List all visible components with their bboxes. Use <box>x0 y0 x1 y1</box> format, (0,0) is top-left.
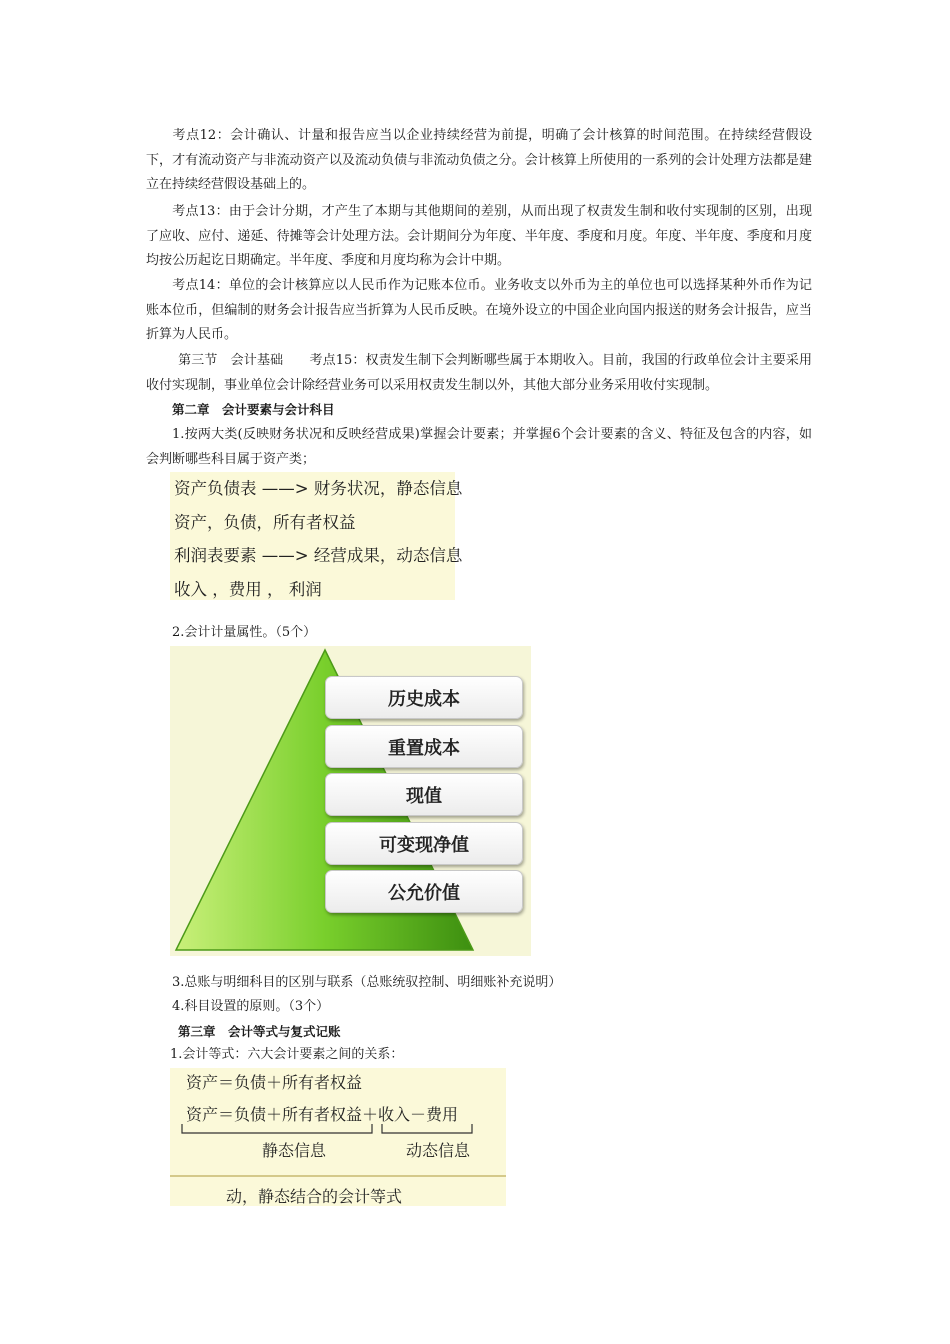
financial-statement-figure <box>170 472 463 600</box>
pyramid-label-present-value: 现值 <box>325 773 523 816</box>
pyramid-label-historical-cost: 历史成本 <box>325 676 523 719</box>
figure1-row1: 资产负债表 ——> 财务状况，静态信息 <box>174 479 463 498</box>
dynamic-info-label: 动态信息 <box>406 1141 471 1160</box>
chapter3-item1: 1.会计等式：六大会计要素之间的关系： <box>170 1047 404 1062</box>
figure1-row4: 收入 ，费用 ， 利润 <box>174 580 322 599</box>
paragraph-kaodian-12: 考点12：会计确认、计量和报告应当以企业持续经营为前提，明确了会计核算的时间范围。在持续经营假设下，才有流动资产与非流动资产以及流动负债与非流动负债之分。会计核算上所使用的一系列的会计处理方法都是建立在持续经营假设基础上的。 <box>146 128 812 192</box>
chapter2-item3: 3.总账与明细科目的区别与联系（总账统驭控制、明细账补充说明） <box>172 975 562 990</box>
paragraph-kaodian-15: 第三节 会计基础 考点15：权责发生制下会判断哪些属于本期收入。目前，我国的行政单位会计主要采用收付实现制，事业单位会计除经营业务可以采用权责发生制以外，其他大部分业务采用收付实现制。 <box>146 353 812 393</box>
figure1-row3: 利润表要素 ——> 经营成果，动态信息 <box>174 546 463 565</box>
pyramid-label-net-realizable-value: 可变现净值 <box>325 822 523 865</box>
pyramid-label-replacement-cost: 重置成本 <box>325 725 523 768</box>
figure1-row2: 资产，负债，所有者权益 <box>174 513 356 532</box>
chapter2-item4: 4.科目设置的原则。（3个） <box>172 999 330 1014</box>
pyramid-label-fair-value: 公允价值 <box>325 870 523 913</box>
equation-combined: 资产＝负债＋所有者权益＋收入－费用 <box>186 1105 459 1124</box>
measurement-attributes-pyramid <box>170 646 531 956</box>
chapter3-heading: 第三章 会计等式与复式记账 <box>178 1024 341 1039</box>
accounting-equation-figure <box>170 1068 506 1206</box>
figure3-separator <box>170 1175 506 1177</box>
chapter2-item1: 1.按两大类(反映财务状况和反映经营成果)掌握会计要素；并掌握6个会计要素的含义、特征及包含的内容，如会判断哪些科目属于资产类； <box>146 427 812 467</box>
paragraph-kaodian-13: 考点13：由于会计分期，才产生了本期与其他期间的差别，从而出现了权责发生制和收付实现制的区别，出现了应收、应付、递延、待摊等会计处理方法。会计期间分为年度、半年度、季度和月度。年度、半年度、季度和月度均按公历起讫日期确定。半年度、季度和月度均称为会计中期。 <box>146 204 812 268</box>
equation-footer: 动，静态结合的会计等式 <box>226 1187 403 1206</box>
chapter2-heading: 第二章 会计要素与会计科目 <box>172 402 335 417</box>
chapter2-item2: 2.会计计量属性。（5个） <box>172 625 317 640</box>
paragraph-kaodian-14: 考点14：单位的会计核算应以人民币作为记账本位币。业务收支以外币为主的单位也可以选择某种外币作为记账本位币，但编制的财务会计报告应当折算为人民币反映。在境外设立的中国企业向国内报送的财务会计报告，应当折算为人民币。 <box>146 278 812 342</box>
equation-static: 资产＝负债＋所有者权益 <box>186 1073 363 1092</box>
static-info-label: 静态信息 <box>262 1141 327 1160</box>
